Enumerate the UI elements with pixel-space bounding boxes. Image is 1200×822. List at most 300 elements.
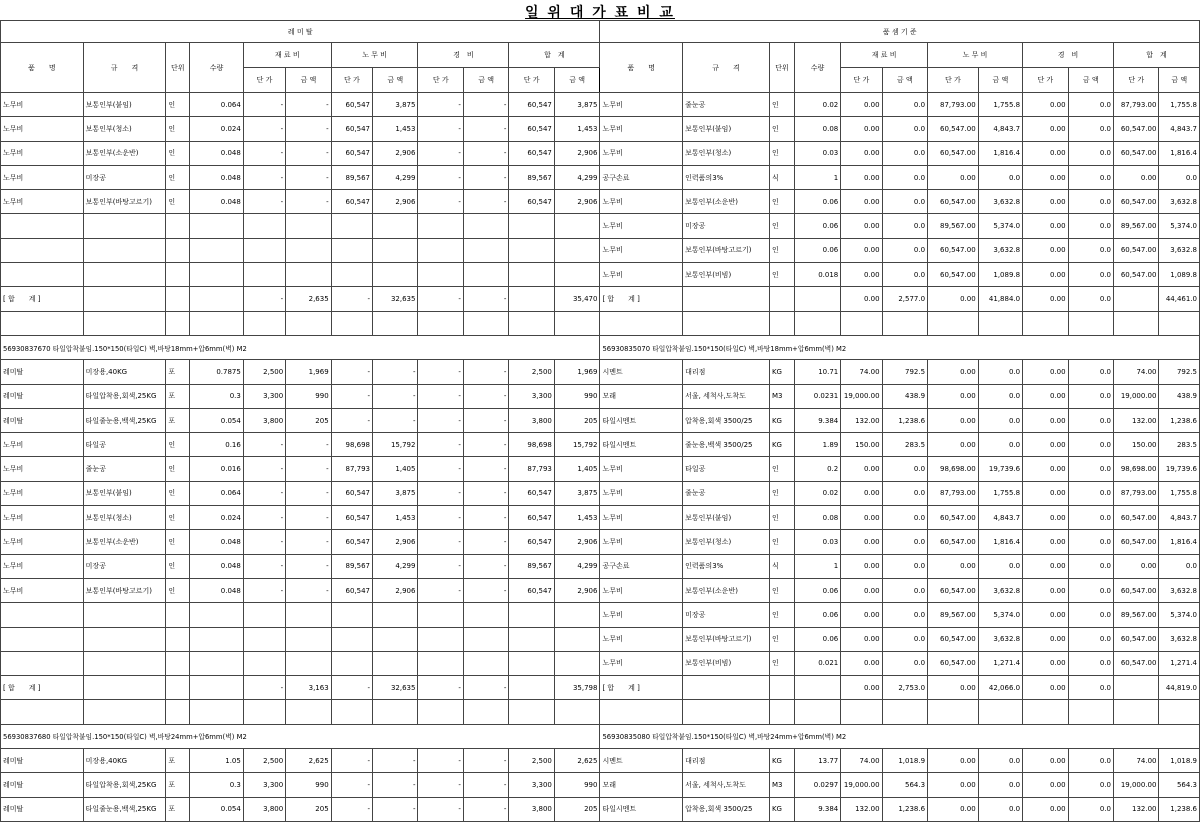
spec-cell — [683, 676, 770, 700]
unit-cell: KG — [769, 360, 794, 384]
table-row — [1, 773, 1200, 797]
labor-amount-cell: 0.0 — [978, 360, 1022, 384]
labor-price-cell: - — [331, 797, 372, 821]
total-amount-cell: 2,906 — [554, 190, 600, 214]
spec-cell: 미장공 — [83, 165, 166, 189]
col-name-header: 품 명 — [1, 43, 84, 93]
total-amount-cell: 564.3 — [1159, 773, 1200, 797]
expense-amount-cell: - — [463, 287, 508, 311]
spec-cell — [83, 651, 166, 675]
total-price-cell: 132.00 — [1114, 797, 1159, 821]
material-price-cell — [243, 627, 285, 651]
total-price-cell: 2,500 — [509, 360, 554, 384]
material-amount-cell — [286, 263, 331, 287]
expense-amount-cell: - — [463, 141, 508, 165]
labor-amount-cell: - — [373, 408, 418, 432]
labor-amount-cell: 5,374.0 — [978, 214, 1022, 238]
spec-cell — [83, 214, 166, 238]
labor-price-cell — [331, 627, 372, 651]
total-amount-cell — [554, 651, 600, 675]
item-name-cell: 레미탈 — [1, 773, 84, 797]
labor-price-cell: 0.00 — [928, 165, 979, 189]
col-unit-header: 단위 — [166, 43, 190, 93]
material-amount-cell: 1,238.6 — [882, 797, 927, 821]
expense-amount-cell: - — [463, 554, 508, 578]
total-price-cell: 60,547 — [509, 578, 554, 602]
item-name-cell: 노무비 — [600, 457, 683, 481]
labor-amount-cell: 42,066.0 — [978, 676, 1022, 700]
material-amount-cell: 2,635 — [286, 287, 331, 311]
total-price-cell — [509, 238, 554, 262]
unit-cell: 인 — [769, 603, 794, 627]
item-name-cell: [ 합 계 ] — [1, 676, 84, 700]
qty-cell: 0.2 — [794, 457, 841, 481]
total-amount-cell: 1,089.8 — [1159, 263, 1200, 287]
col-spec-header: 규 격 — [83, 43, 166, 93]
total-amount-cell: 0.0 — [1159, 165, 1200, 189]
material-amount-cell: - — [286, 117, 331, 141]
item-name-cell: 레미탈 — [1, 384, 84, 408]
unit-cell: 인 — [769, 117, 794, 141]
spec-cell — [683, 700, 770, 724]
total-amount-cell: 1,405 — [554, 457, 600, 481]
col-name-header: 품 명 — [600, 43, 683, 93]
labor-amount-cell: 0.0 — [978, 384, 1022, 408]
table-row — [1, 190, 1200, 214]
expense-amount-cell: - — [463, 797, 508, 821]
col-amount-header: 금 액 — [463, 68, 508, 93]
qty-cell: 0.0231 — [794, 384, 841, 408]
total-price-cell: 60,547 — [509, 506, 554, 530]
unit-cell: 포 — [166, 360, 190, 384]
labor-amount-cell: 2,906 — [373, 141, 418, 165]
unit-cell: 인 — [166, 141, 190, 165]
labor-amount-cell: 4,843.7 — [978, 117, 1022, 141]
item-name-cell: 노무비 — [1, 433, 84, 457]
qty-cell: 0.06 — [794, 603, 841, 627]
labor-amount-cell: 0.0 — [978, 554, 1022, 578]
qty-cell: 0.0297 — [794, 773, 841, 797]
total-price-cell — [1114, 311, 1159, 335]
expense-amount-cell: - — [463, 384, 508, 408]
material-price-cell: 3,800 — [243, 797, 285, 821]
spec-cell: 미장공 — [683, 603, 770, 627]
material-price-cell — [243, 238, 285, 262]
item-name-cell: 노무비 — [600, 141, 683, 165]
left-section-title: 56930837670 타일압착붙임.150*150(타일C) 벽,바탕18mm+압6mm(벽) M2 — [1, 335, 600, 359]
labor-amount-cell: 5,374.0 — [978, 603, 1022, 627]
spec-cell — [83, 627, 166, 651]
total-price-cell: 3,800 — [509, 408, 554, 432]
material-amount-cell — [286, 700, 331, 724]
expense-price-cell: 0.00 — [1023, 676, 1068, 700]
item-name-cell — [600, 700, 683, 724]
qty-cell: 0.048 — [190, 554, 244, 578]
item-name-cell: 공구손료 — [600, 165, 683, 189]
expense-price-cell: 0.00 — [1023, 287, 1068, 311]
material-price-cell: 3,300 — [243, 773, 285, 797]
spec-cell: 보통인부(붙임) — [83, 93, 166, 117]
expense-amount-cell: 0.0 — [1068, 797, 1113, 821]
qty-cell — [190, 214, 244, 238]
material-amount-cell — [286, 311, 331, 335]
labor-price-cell: 60,547 — [331, 530, 372, 554]
expense-amount-cell — [463, 311, 508, 335]
labor-price-cell — [331, 263, 372, 287]
spec-cell: 보통인부(청소) — [683, 530, 770, 554]
expense-amount-cell: - — [463, 530, 508, 554]
total-amount-cell: 0.0 — [1159, 554, 1200, 578]
col-unit-price-header: 단 가 — [928, 68, 979, 93]
item-name-cell: 모래 — [600, 773, 683, 797]
material-price-cell: 0.00 — [841, 190, 882, 214]
spec-cell: 보통인부(비빔) — [683, 651, 770, 675]
total-price-cell: 89,567.00 — [1114, 603, 1159, 627]
expense-price-cell — [418, 603, 463, 627]
total-price-cell — [509, 311, 554, 335]
expense-price-cell: - — [418, 676, 463, 700]
item-name-cell: [ 합 계 ] — [600, 676, 683, 700]
expense-amount-cell: 0.0 — [1068, 93, 1113, 117]
total-amount-cell: 205 — [554, 797, 600, 821]
labor-price-cell: - — [331, 384, 372, 408]
col-material-header: 재 료 비 — [243, 43, 331, 68]
total-price-cell: 98,698.00 — [1114, 457, 1159, 481]
expense-price-cell — [418, 700, 463, 724]
material-price-cell: 2,500 — [243, 360, 285, 384]
material-amount-cell: 0.0 — [882, 214, 927, 238]
qty-cell: 0.054 — [190, 408, 244, 432]
labor-amount-cell — [373, 311, 418, 335]
expense-price-cell: 0.00 — [1023, 408, 1068, 432]
item-name-cell: 노무비 — [1, 165, 84, 189]
expense-price-cell — [418, 311, 463, 335]
material-price-cell — [841, 700, 882, 724]
item-name-cell: 노무비 — [1, 481, 84, 505]
expense-amount-cell — [463, 263, 508, 287]
labor-price-cell: 0.00 — [928, 287, 979, 311]
material-price-cell: - — [243, 457, 285, 481]
col-material-header: 재 료 비 — [841, 43, 928, 68]
item-name-cell: 공구손료 — [600, 554, 683, 578]
expense-price-cell: - — [418, 93, 463, 117]
table-row — [1, 238, 1200, 262]
qty-cell: 0.3 — [190, 384, 244, 408]
material-price-cell: 0.00 — [841, 676, 882, 700]
total-amount-cell: 3,875 — [554, 93, 600, 117]
qty-cell — [190, 263, 244, 287]
expense-amount-cell: - — [463, 433, 508, 457]
labor-price-cell: 0.00 — [928, 408, 979, 432]
table-row — [1, 214, 1200, 238]
total-price-cell: 60,547.00 — [1114, 190, 1159, 214]
spec-cell: 미장용,40KG — [83, 360, 166, 384]
unit-cell: M3 — [769, 384, 794, 408]
total-amount-cell: 1,453 — [554, 506, 600, 530]
total-amount-cell: 438.9 — [1159, 384, 1200, 408]
material-price-cell: 0.00 — [841, 263, 882, 287]
total-amount-cell: 1,238.6 — [1159, 797, 1200, 821]
labor-amount-cell: 2,906 — [373, 530, 418, 554]
total-price-cell: 60,547.00 — [1114, 578, 1159, 602]
labor-price-cell: 60,547 — [331, 481, 372, 505]
expense-amount-cell — [463, 214, 508, 238]
expense-price-cell: - — [418, 530, 463, 554]
labor-price-cell: 98,698.00 — [928, 457, 979, 481]
expense-price-cell: 0.00 — [1023, 165, 1068, 189]
total-amount-cell: 3,632.8 — [1159, 238, 1200, 262]
material-price-cell: - — [243, 287, 285, 311]
total-price-cell: 98,698 — [509, 433, 554, 457]
total-price-cell: 87,793.00 — [1114, 481, 1159, 505]
unit-cell: 포 — [166, 408, 190, 432]
total-price-cell: 60,547.00 — [1114, 117, 1159, 141]
item-name-cell: 노무비 — [600, 238, 683, 262]
total-price-cell: 3,800 — [509, 797, 554, 821]
item-name-cell — [600, 311, 683, 335]
qty-cell: 1 — [794, 554, 841, 578]
total-amount-cell — [1159, 700, 1200, 724]
labor-amount-cell: 3,632.8 — [978, 578, 1022, 602]
qty-cell: 10.71 — [794, 360, 841, 384]
labor-price-cell — [928, 700, 979, 724]
expense-price-cell — [418, 627, 463, 651]
material-amount-cell: - — [286, 457, 331, 481]
expense-amount-cell: - — [463, 408, 508, 432]
material-price-cell: - — [243, 530, 285, 554]
material-amount-cell: 0.0 — [882, 481, 927, 505]
labor-amount-cell: - — [373, 360, 418, 384]
material-amount-cell: 0.0 — [882, 506, 927, 530]
col-amount-header: 금 액 — [373, 68, 418, 93]
unit-cell: 인 — [769, 578, 794, 602]
expense-price-cell: - — [418, 554, 463, 578]
material-price-cell: 2,500 — [243, 749, 285, 773]
spec-cell: 타일줄눈용,백색,25KG — [83, 797, 166, 821]
expense-amount-cell: 0.0 — [1068, 554, 1113, 578]
item-name-cell: 노무비 — [1, 506, 84, 530]
item-name-cell: 레미탈 — [1, 749, 84, 773]
unit-cell: 인 — [769, 93, 794, 117]
unit-cell: 인 — [769, 214, 794, 238]
material-price-cell: 0.00 — [841, 578, 882, 602]
item-name-cell: 시멘트 — [600, 749, 683, 773]
material-price-cell: - — [243, 433, 285, 457]
total-amount-cell: 44,461.0 — [1159, 287, 1200, 311]
unit-cell — [166, 651, 190, 675]
item-name-cell: 노무비 — [1, 141, 84, 165]
material-price-cell — [243, 263, 285, 287]
total-amount-cell: 5,374.0 — [1159, 214, 1200, 238]
expense-price-cell — [1023, 311, 1068, 335]
unit-cell — [769, 700, 794, 724]
labor-amount-cell: 0.0 — [978, 773, 1022, 797]
spec-cell: 보통인부(붙임) — [683, 117, 770, 141]
total-amount-cell: 1,453 — [554, 117, 600, 141]
material-amount-cell — [286, 651, 331, 675]
col-total-header: 합 계 — [1114, 43, 1200, 68]
qty-cell — [794, 700, 841, 724]
col-spec-header: 규 격 — [683, 43, 770, 93]
spec-cell: 타일공 — [683, 457, 770, 481]
unit-cell: 포 — [166, 773, 190, 797]
material-amount-cell: 1,018.9 — [882, 749, 927, 773]
expense-price-cell — [418, 214, 463, 238]
labor-price-cell — [331, 700, 372, 724]
expense-amount-cell: 0.0 — [1068, 190, 1113, 214]
unit-cell — [769, 311, 794, 335]
material-price-cell: 3,800 — [243, 408, 285, 432]
expense-price-cell: 0.00 — [1023, 384, 1068, 408]
material-amount-cell: 3,163 — [286, 676, 331, 700]
unit-cell: 인 — [166, 506, 190, 530]
col-amount-header: 금 액 — [286, 68, 331, 93]
col-amount-header: 금 액 — [1068, 68, 1113, 93]
expense-amount-cell — [463, 651, 508, 675]
labor-price-cell: - — [331, 408, 372, 432]
item-name-cell: 노무비 — [600, 263, 683, 287]
total-amount-cell: 1,018.9 — [1159, 749, 1200, 773]
col-unit-price-header: 단 가 — [331, 68, 372, 93]
unit-cell: M3 — [769, 773, 794, 797]
labor-price-cell: 0.00 — [928, 384, 979, 408]
expense-price-cell: 0.00 — [1023, 360, 1068, 384]
expense-amount-cell: 0.0 — [1068, 287, 1113, 311]
material-amount-cell: 2,753.0 — [882, 676, 927, 700]
item-name-cell — [1, 263, 84, 287]
left-section-title: 56930837680 타일압착붙임.150*150(타일C) 벽,바탕24mm+압6mm(벽) M2 — [1, 724, 600, 748]
expense-amount-cell — [463, 627, 508, 651]
labor-amount-cell: 2,906 — [373, 190, 418, 214]
expense-amount-cell: 0.0 — [1068, 263, 1113, 287]
expense-amount-cell: 0.0 — [1068, 457, 1113, 481]
total-price-cell: 0.00 — [1114, 554, 1159, 578]
labor-price-cell: 0.00 — [928, 749, 979, 773]
material-amount-cell — [286, 627, 331, 651]
table-row — [1, 287, 1200, 311]
qty-cell: 0.3 — [190, 773, 244, 797]
material-amount-cell: - — [286, 93, 331, 117]
labor-price-cell: - — [331, 360, 372, 384]
item-name-cell — [1, 700, 84, 724]
unit-cell: 인 — [166, 93, 190, 117]
total-amount-cell: 4,299 — [554, 554, 600, 578]
expense-price-cell: 0.00 — [1023, 117, 1068, 141]
total-price-cell — [1114, 700, 1159, 724]
expense-price-cell: 0.00 — [1023, 627, 1068, 651]
unit-cell — [769, 676, 794, 700]
expense-price-cell: 0.00 — [1023, 530, 1068, 554]
spec-cell: 보통인부(청소) — [683, 141, 770, 165]
qty-cell: 0.06 — [794, 214, 841, 238]
expense-amount-cell: 0.0 — [1068, 408, 1113, 432]
total-amount-cell: 4,843.7 — [1159, 117, 1200, 141]
spec-cell: 보통인부(붙임) — [683, 506, 770, 530]
labor-price-cell: 60,547 — [331, 506, 372, 530]
qty-cell: 0.024 — [190, 506, 244, 530]
table-row — [1, 165, 1200, 189]
spec-cell: 보통인부(바탕고르기) — [683, 627, 770, 651]
total-amount-cell: 3,632.8 — [1159, 578, 1200, 602]
spec-cell: 인력품의3% — [683, 165, 770, 189]
section-header-row — [1, 724, 1200, 748]
page-title: 일 위 대 가 표 비 교 — [525, 5, 675, 21]
table-row — [1, 700, 1200, 724]
labor-price-cell — [331, 311, 372, 335]
material-price-cell: 19,000.00 — [841, 384, 882, 408]
section-header-row — [1, 335, 1200, 359]
unit-cell: 식 — [769, 165, 794, 189]
unit-cell — [166, 263, 190, 287]
item-name-cell: 노무비 — [1, 457, 84, 481]
expense-price-cell — [418, 238, 463, 262]
unit-cell: 식 — [769, 554, 794, 578]
expense-amount-cell: 0.0 — [1068, 506, 1113, 530]
spec-cell: 서울, 세척사,도착도 — [683, 384, 770, 408]
spec-cell: 보통인부(비빔) — [683, 263, 770, 287]
material-price-cell: - — [243, 506, 285, 530]
qty-cell — [190, 603, 244, 627]
labor-amount-cell — [978, 311, 1022, 335]
material-amount-cell: 792.5 — [882, 360, 927, 384]
table-row — [1, 263, 1200, 287]
total-amount-cell — [554, 238, 600, 262]
item-name-cell: 노무비 — [600, 530, 683, 554]
material-price-cell: - — [243, 165, 285, 189]
expense-price-cell: 0.00 — [1023, 457, 1068, 481]
labor-amount-cell: 3,632.8 — [978, 190, 1022, 214]
material-price-cell: 74.00 — [841, 749, 882, 773]
item-name-cell: 타일시멘트 — [600, 433, 683, 457]
unit-cell: 인 — [769, 651, 794, 675]
labor-price-cell: 0.00 — [928, 773, 979, 797]
total-amount-cell — [554, 627, 600, 651]
labor-amount-cell: 1,816.4 — [978, 530, 1022, 554]
material-amount-cell: 0.0 — [882, 651, 927, 675]
material-price-cell: - — [243, 481, 285, 505]
item-name-cell — [1, 603, 84, 627]
material-amount-cell — [286, 238, 331, 262]
material-amount-cell: 0.0 — [882, 165, 927, 189]
total-amount-cell: 792.5 — [1159, 360, 1200, 384]
total-price-cell: 60,547 — [509, 530, 554, 554]
labor-amount-cell: - — [373, 797, 418, 821]
labor-price-cell: 60,547.00 — [928, 141, 979, 165]
unit-cell: 인 — [769, 530, 794, 554]
spec-cell: 타일공 — [83, 433, 166, 457]
col-amount-header: 금 액 — [1159, 68, 1200, 93]
total-amount-cell: 2,906 — [554, 578, 600, 602]
col-labor-header: 노 무 비 — [928, 43, 1023, 68]
spec-cell: 보통인부(소운반) — [683, 190, 770, 214]
spec-cell: 보통인부(소운반) — [683, 578, 770, 602]
labor-price-cell — [331, 238, 372, 262]
expense-amount-cell: - — [463, 190, 508, 214]
total-amount-cell: 15,792 — [554, 433, 600, 457]
total-price-cell — [509, 603, 554, 627]
spec-cell: 압착용,회색 3500/25 — [683, 408, 770, 432]
unit-cell — [166, 676, 190, 700]
col-amount-header: 금 액 — [554, 68, 600, 93]
total-price-cell — [509, 700, 554, 724]
total-price-cell — [509, 263, 554, 287]
table-row — [1, 578, 1200, 602]
labor-price-cell: 60,547.00 — [928, 117, 979, 141]
total-price-cell: 60,547 — [509, 141, 554, 165]
total-amount-cell: 35,798 — [554, 676, 600, 700]
unit-cell: 포 — [166, 384, 190, 408]
material-price-cell: 0.00 — [841, 481, 882, 505]
